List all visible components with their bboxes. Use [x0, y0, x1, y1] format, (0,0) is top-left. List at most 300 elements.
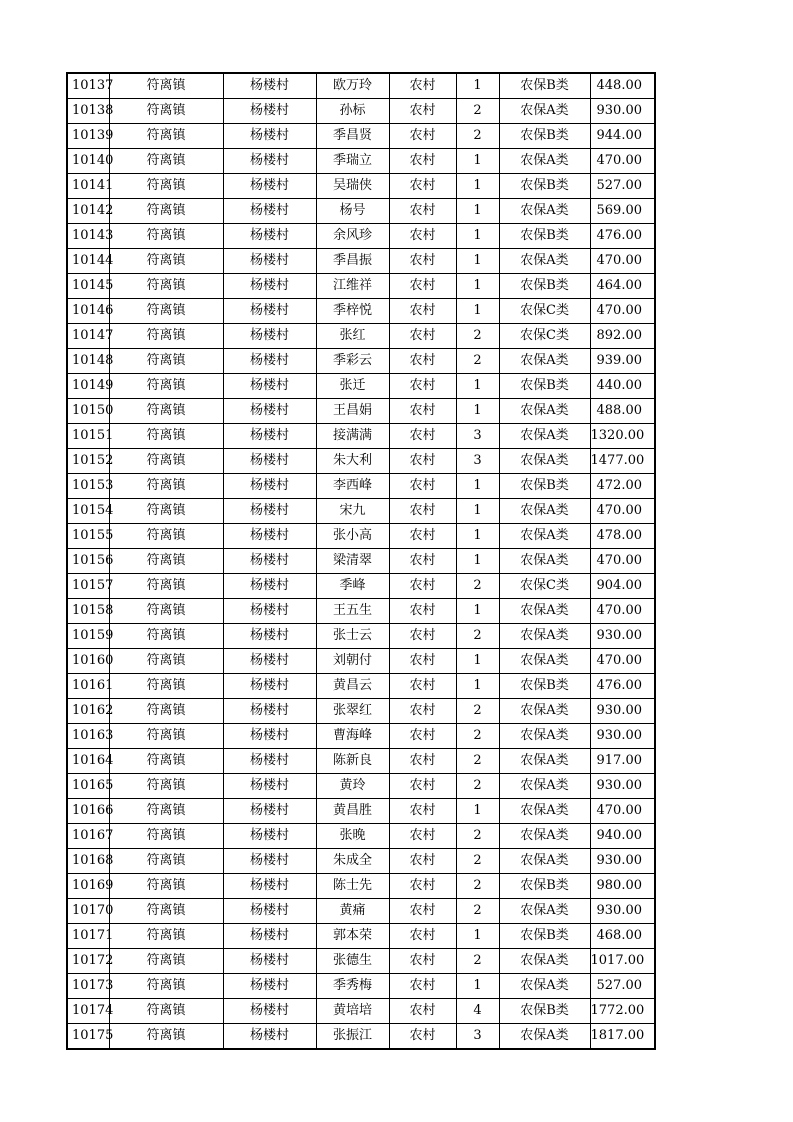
village-cell: 杨楼村 [223, 824, 316, 849]
table-row [67, 424, 655, 449]
member-count-cell: 2 [456, 574, 499, 599]
person-name-cell: 张士云 [316, 624, 389, 649]
insurance-category-cell: 农保A类 [499, 774, 590, 799]
town-cell: 符离镇 [109, 774, 223, 799]
amount-cell: 917.00 [590, 749, 655, 774]
household-type-cell: 农村 [389, 924, 456, 949]
member-count-cell: 2 [456, 99, 499, 124]
household-type-cell: 农村 [389, 149, 456, 174]
person-name-cell: 王昌娟 [316, 399, 389, 424]
village-cell: 杨楼村 [223, 874, 316, 899]
village-cell: 杨楼村 [223, 99, 316, 124]
village-cell: 杨楼村 [223, 124, 316, 149]
amount-cell: 478.00 [590, 524, 655, 549]
amount-cell: 1477.00 [590, 449, 655, 474]
village-cell: 杨楼村 [223, 549, 316, 574]
person-name-cell: 张红 [316, 324, 389, 349]
household-type-cell: 农村 [389, 99, 456, 124]
person-name-cell: 黄昌云 [316, 674, 389, 699]
village-cell: 杨楼村 [223, 374, 316, 399]
table-row [67, 199, 655, 224]
table-row [67, 349, 655, 374]
village-cell: 杨楼村 [223, 1024, 316, 1050]
village-cell: 杨楼村 [223, 999, 316, 1024]
record-id-cell: 10174 [67, 999, 109, 1024]
household-type-cell: 农村 [389, 749, 456, 774]
record-id-cell: 10139 [67, 124, 109, 149]
person-name-cell: 张德生 [316, 949, 389, 974]
household-type-cell: 农村 [389, 724, 456, 749]
record-id-cell: 10144 [67, 249, 109, 274]
record-id-cell: 10155 [67, 524, 109, 549]
household-type-cell: 农村 [389, 574, 456, 599]
amount-cell: 470.00 [590, 549, 655, 574]
insurance-category-cell: 农保A类 [499, 349, 590, 374]
amount-cell: 980.00 [590, 874, 655, 899]
insurance-category-cell: 农保A类 [499, 849, 590, 874]
town-cell: 符离镇 [109, 374, 223, 399]
person-name-cell: 王五生 [316, 599, 389, 624]
member-count-cell: 1 [456, 149, 499, 174]
amount-cell: 1320.00 [590, 424, 655, 449]
village-cell: 杨楼村 [223, 73, 316, 99]
insurance-category-cell: 农保B类 [499, 674, 590, 699]
amount-cell: 470.00 [590, 799, 655, 824]
member-count-cell: 2 [456, 724, 499, 749]
person-name-cell: 余风珍 [316, 224, 389, 249]
household-type-cell: 农村 [389, 649, 456, 674]
record-id-cell: 10158 [67, 599, 109, 624]
record-id-cell: 10150 [67, 399, 109, 424]
town-cell: 符离镇 [109, 724, 223, 749]
village-cell: 杨楼村 [223, 724, 316, 749]
insurance-category-cell: 农保B类 [499, 874, 590, 899]
amount-cell: 470.00 [590, 249, 655, 274]
table-body [67, 73, 655, 1049]
village-cell: 杨楼村 [223, 174, 316, 199]
village-cell: 杨楼村 [223, 674, 316, 699]
insurance-category-cell: 农保A类 [499, 149, 590, 174]
insurance-category-cell: 农保A类 [499, 524, 590, 549]
household-type-cell: 农村 [389, 1024, 456, 1050]
record-id-cell: 10170 [67, 899, 109, 924]
member-count-cell: 2 [456, 949, 499, 974]
person-name-cell: 梁清翠 [316, 549, 389, 574]
insurance-category-cell: 农保A类 [499, 649, 590, 674]
amount-cell: 527.00 [590, 974, 655, 999]
record-id-cell: 10168 [67, 849, 109, 874]
household-type-cell: 农村 [389, 624, 456, 649]
member-count-cell: 2 [456, 874, 499, 899]
table-row [67, 724, 655, 749]
member-count-cell: 1 [456, 799, 499, 824]
member-count-cell: 4 [456, 999, 499, 1024]
household-type-cell: 农村 [389, 974, 456, 999]
person-name-cell: 吴瑞侠 [316, 174, 389, 199]
amount-cell: 476.00 [590, 224, 655, 249]
person-name-cell: 黄痛 [316, 899, 389, 924]
table-row [67, 974, 655, 999]
town-cell: 符离镇 [109, 874, 223, 899]
town-cell: 符离镇 [109, 249, 223, 274]
member-count-cell: 1 [456, 249, 499, 274]
table-row [67, 624, 655, 649]
household-type-cell: 农村 [389, 299, 456, 324]
member-count-cell: 1 [456, 199, 499, 224]
insurance-category-cell: 农保A类 [499, 99, 590, 124]
record-id-cell: 10165 [67, 774, 109, 799]
member-count-cell: 2 [456, 124, 499, 149]
insurance-category-cell: 农保B类 [499, 224, 590, 249]
town-cell: 符离镇 [109, 349, 223, 374]
village-cell: 杨楼村 [223, 224, 316, 249]
record-id-cell: 10173 [67, 974, 109, 999]
town-cell: 符离镇 [109, 524, 223, 549]
record-id-cell: 10149 [67, 374, 109, 399]
town-cell: 符离镇 [109, 849, 223, 874]
village-cell: 杨楼村 [223, 749, 316, 774]
town-cell: 符离镇 [109, 124, 223, 149]
village-cell: 杨楼村 [223, 624, 316, 649]
record-id-cell: 10148 [67, 349, 109, 374]
table-row [67, 224, 655, 249]
record-id-cell: 10145 [67, 274, 109, 299]
amount-cell: 1817.00 [590, 1024, 655, 1050]
town-cell: 符离镇 [109, 424, 223, 449]
member-count-cell: 2 [456, 699, 499, 724]
household-type-cell: 农村 [389, 524, 456, 549]
record-id-cell: 10147 [67, 324, 109, 349]
insurance-category-cell: 农保B类 [499, 274, 590, 299]
household-type-cell: 农村 [389, 799, 456, 824]
village-cell: 杨楼村 [223, 599, 316, 624]
member-count-cell: 1 [456, 924, 499, 949]
town-cell: 符离镇 [109, 674, 223, 699]
village-cell: 杨楼村 [223, 649, 316, 674]
person-name-cell: 张振江 [316, 1024, 389, 1050]
member-count-cell: 1 [456, 599, 499, 624]
village-cell: 杨楼村 [223, 774, 316, 799]
town-cell: 符离镇 [109, 1024, 223, 1050]
person-name-cell: 陈士先 [316, 874, 389, 899]
record-id-cell: 10166 [67, 799, 109, 824]
insurance-category-cell: 农保B类 [499, 999, 590, 1024]
person-name-cell: 张迁 [316, 374, 389, 399]
village-cell: 杨楼村 [223, 274, 316, 299]
table-row [67, 274, 655, 299]
insurance-category-cell: 农保A类 [499, 749, 590, 774]
person-name-cell: 接满满 [316, 424, 389, 449]
table-row [67, 649, 655, 674]
person-name-cell: 季昌振 [316, 249, 389, 274]
amount-cell: 470.00 [590, 499, 655, 524]
amount-cell: 930.00 [590, 624, 655, 649]
person-name-cell: 朱成全 [316, 849, 389, 874]
town-cell: 符离镇 [109, 749, 223, 774]
person-name-cell: 黄玲 [316, 774, 389, 799]
member-count-cell: 1 [456, 73, 499, 99]
amount-cell: 1017.00 [590, 949, 655, 974]
person-name-cell: 杨号 [316, 199, 389, 224]
household-type-cell: 农村 [389, 399, 456, 424]
household-type-cell: 农村 [389, 824, 456, 849]
member-count-cell: 1 [456, 974, 499, 999]
record-id-cell: 10159 [67, 624, 109, 649]
record-id-cell: 10138 [67, 99, 109, 124]
household-type-cell: 农村 [389, 124, 456, 149]
amount-cell: 944.00 [590, 124, 655, 149]
insurance-category-cell: 农保A类 [499, 799, 590, 824]
town-cell: 符离镇 [109, 299, 223, 324]
member-count-cell: 1 [456, 299, 499, 324]
household-type-cell: 农村 [389, 699, 456, 724]
table-row [67, 249, 655, 274]
member-count-cell: 1 [456, 474, 499, 499]
table-row [67, 574, 655, 599]
household-type-cell: 农村 [389, 349, 456, 374]
town-cell: 符离镇 [109, 599, 223, 624]
amount-cell: 470.00 [590, 149, 655, 174]
insurance-category-cell: 农保C类 [499, 324, 590, 349]
member-count-cell: 1 [456, 174, 499, 199]
town-cell: 符离镇 [109, 199, 223, 224]
household-type-cell: 农村 [389, 73, 456, 99]
insurance-category-cell: 农保A类 [499, 599, 590, 624]
person-name-cell: 欧万玲 [316, 73, 389, 99]
village-cell: 杨楼村 [223, 524, 316, 549]
person-name-cell: 张小高 [316, 524, 389, 549]
member-count-cell: 1 [456, 549, 499, 574]
amount-cell: 472.00 [590, 474, 655, 499]
table-row [67, 1024, 655, 1050]
insurance-category-cell: 农保A类 [499, 824, 590, 849]
table-row [67, 899, 655, 924]
village-cell: 杨楼村 [223, 199, 316, 224]
insurance-category-cell: 农保A类 [499, 899, 590, 924]
household-type-cell: 农村 [389, 499, 456, 524]
person-name-cell: 陈新良 [316, 749, 389, 774]
insurance-category-cell: 农保A类 [499, 724, 590, 749]
town-cell: 符离镇 [109, 174, 223, 199]
town-cell: 符离镇 [109, 924, 223, 949]
village-cell: 杨楼村 [223, 249, 316, 274]
village-cell: 杨楼村 [223, 399, 316, 424]
town-cell: 符离镇 [109, 899, 223, 924]
record-id-cell: 10171 [67, 924, 109, 949]
amount-cell: 904.00 [590, 574, 655, 599]
amount-cell: 930.00 [590, 699, 655, 724]
village-cell: 杨楼村 [223, 974, 316, 999]
member-count-cell: 1 [456, 374, 499, 399]
table-row [67, 449, 655, 474]
amount-cell: 892.00 [590, 324, 655, 349]
village-cell: 杨楼村 [223, 324, 316, 349]
town-cell: 符离镇 [109, 549, 223, 574]
amount-cell: 470.00 [590, 649, 655, 674]
town-cell: 符离镇 [109, 649, 223, 674]
insurance-category-cell: 农保A类 [499, 949, 590, 974]
person-name-cell: 黄培培 [316, 999, 389, 1024]
person-name-cell: 孙标 [316, 99, 389, 124]
table-row [67, 499, 655, 524]
amount-cell: 448.00 [590, 73, 655, 99]
record-id-cell: 10154 [67, 499, 109, 524]
household-type-cell: 农村 [389, 199, 456, 224]
insurance-category-cell: 农保A类 [499, 1024, 590, 1050]
member-count-cell: 3 [456, 1024, 499, 1050]
record-id-cell: 10172 [67, 949, 109, 974]
town-cell: 符离镇 [109, 274, 223, 299]
person-name-cell: 江维祥 [316, 274, 389, 299]
village-cell: 杨楼村 [223, 699, 316, 724]
table-row [67, 524, 655, 549]
person-name-cell: 宋九 [316, 499, 389, 524]
record-id-cell: 10151 [67, 424, 109, 449]
insurance-category-cell: 农保B类 [499, 174, 590, 199]
village-cell: 杨楼村 [223, 924, 316, 949]
member-count-cell: 1 [456, 499, 499, 524]
record-id-cell: 10146 [67, 299, 109, 324]
table-row [67, 774, 655, 799]
table-row [67, 299, 655, 324]
table-row [67, 99, 655, 124]
amount-cell: 464.00 [590, 274, 655, 299]
household-type-cell: 农村 [389, 774, 456, 799]
record-id-cell: 10164 [67, 749, 109, 774]
person-name-cell: 季秀梅 [316, 974, 389, 999]
household-type-cell: 农村 [389, 899, 456, 924]
amount-cell: 930.00 [590, 774, 655, 799]
table-row [67, 824, 655, 849]
amount-cell: 1772.00 [590, 999, 655, 1024]
insurance-category-cell: 农保A类 [499, 449, 590, 474]
town-cell: 符离镇 [109, 99, 223, 124]
person-name-cell: 刘朝付 [316, 649, 389, 674]
amount-cell: 468.00 [590, 924, 655, 949]
town-cell: 符离镇 [109, 224, 223, 249]
insurance-category-cell: 农保C类 [499, 299, 590, 324]
town-cell: 符离镇 [109, 699, 223, 724]
record-id-cell: 10160 [67, 649, 109, 674]
table-row [67, 799, 655, 824]
household-type-cell: 农村 [389, 224, 456, 249]
town-cell: 符离镇 [109, 474, 223, 499]
record-id-cell: 10143 [67, 224, 109, 249]
town-cell: 符离镇 [109, 73, 223, 99]
member-count-cell: 2 [456, 774, 499, 799]
amount-cell: 930.00 [590, 99, 655, 124]
member-count-cell: 3 [456, 449, 499, 474]
insurance-category-cell: 农保A类 [499, 549, 590, 574]
table-row [67, 474, 655, 499]
insurance-category-cell: 农保B类 [499, 924, 590, 949]
person-name-cell: 黄昌胜 [316, 799, 389, 824]
town-cell: 符离镇 [109, 824, 223, 849]
village-cell: 杨楼村 [223, 299, 316, 324]
household-type-cell: 农村 [389, 674, 456, 699]
insurance-category-cell: 农保A类 [499, 249, 590, 274]
table-row [67, 674, 655, 699]
member-count-cell: 2 [456, 824, 499, 849]
record-id-cell: 10152 [67, 449, 109, 474]
table-row [67, 549, 655, 574]
household-type-cell: 农村 [389, 599, 456, 624]
table-row [67, 949, 655, 974]
household-type-cell: 农村 [389, 249, 456, 274]
village-cell: 杨楼村 [223, 349, 316, 374]
insurance-category-cell: 农保C类 [499, 574, 590, 599]
insurance-category-cell: 农保B类 [499, 124, 590, 149]
record-id-cell: 10142 [67, 199, 109, 224]
member-count-cell: 1 [456, 649, 499, 674]
insurance-category-cell: 农保A类 [499, 424, 590, 449]
table-row [67, 999, 655, 1024]
village-cell: 杨楼村 [223, 449, 316, 474]
household-type-cell: 农村 [389, 874, 456, 899]
village-cell: 杨楼村 [223, 149, 316, 174]
record-id-cell: 10169 [67, 874, 109, 899]
village-cell: 杨楼村 [223, 474, 316, 499]
person-name-cell: 张翠红 [316, 699, 389, 724]
household-type-cell: 农村 [389, 324, 456, 349]
record-id-cell: 10141 [67, 174, 109, 199]
insurance-category-cell: 农保A类 [499, 199, 590, 224]
table-row [67, 874, 655, 899]
amount-cell: 476.00 [590, 674, 655, 699]
person-name-cell: 朱大利 [316, 449, 389, 474]
town-cell: 符离镇 [109, 574, 223, 599]
household-type-cell: 农村 [389, 949, 456, 974]
town-cell: 符离镇 [109, 974, 223, 999]
household-type-cell: 农村 [389, 449, 456, 474]
household-type-cell: 农村 [389, 549, 456, 574]
table-row [67, 174, 655, 199]
town-cell: 符离镇 [109, 324, 223, 349]
table-row [67, 849, 655, 874]
subsidy-table [66, 72, 656, 1050]
village-cell: 杨楼村 [223, 949, 316, 974]
amount-cell: 470.00 [590, 299, 655, 324]
person-name-cell: 季峰 [316, 574, 389, 599]
table-row [67, 599, 655, 624]
member-count-cell: 1 [456, 399, 499, 424]
member-count-cell: 1 [456, 274, 499, 299]
amount-cell: 488.00 [590, 399, 655, 424]
record-id-cell: 10140 [67, 149, 109, 174]
table-row [67, 399, 655, 424]
person-name-cell: 季瑞立 [316, 149, 389, 174]
table-row [67, 699, 655, 724]
household-type-cell: 农村 [389, 274, 456, 299]
insurance-category-cell: 农保A类 [499, 624, 590, 649]
amount-cell: 527.00 [590, 174, 655, 199]
person-name-cell: 郭本荣 [316, 924, 389, 949]
insurance-category-cell: 农保B类 [499, 474, 590, 499]
member-count-cell: 2 [456, 849, 499, 874]
household-type-cell: 农村 [389, 424, 456, 449]
village-cell: 杨楼村 [223, 849, 316, 874]
village-cell: 杨楼村 [223, 574, 316, 599]
table-row [67, 73, 655, 99]
member-count-cell: 2 [456, 899, 499, 924]
record-id-cell: 10162 [67, 699, 109, 724]
insurance-category-cell: 农保A类 [499, 499, 590, 524]
insurance-category-cell: 农保B类 [499, 374, 590, 399]
household-type-cell: 农村 [389, 174, 456, 199]
member-count-cell: 2 [456, 349, 499, 374]
record-id-cell: 10153 [67, 474, 109, 499]
member-count-cell: 1 [456, 224, 499, 249]
